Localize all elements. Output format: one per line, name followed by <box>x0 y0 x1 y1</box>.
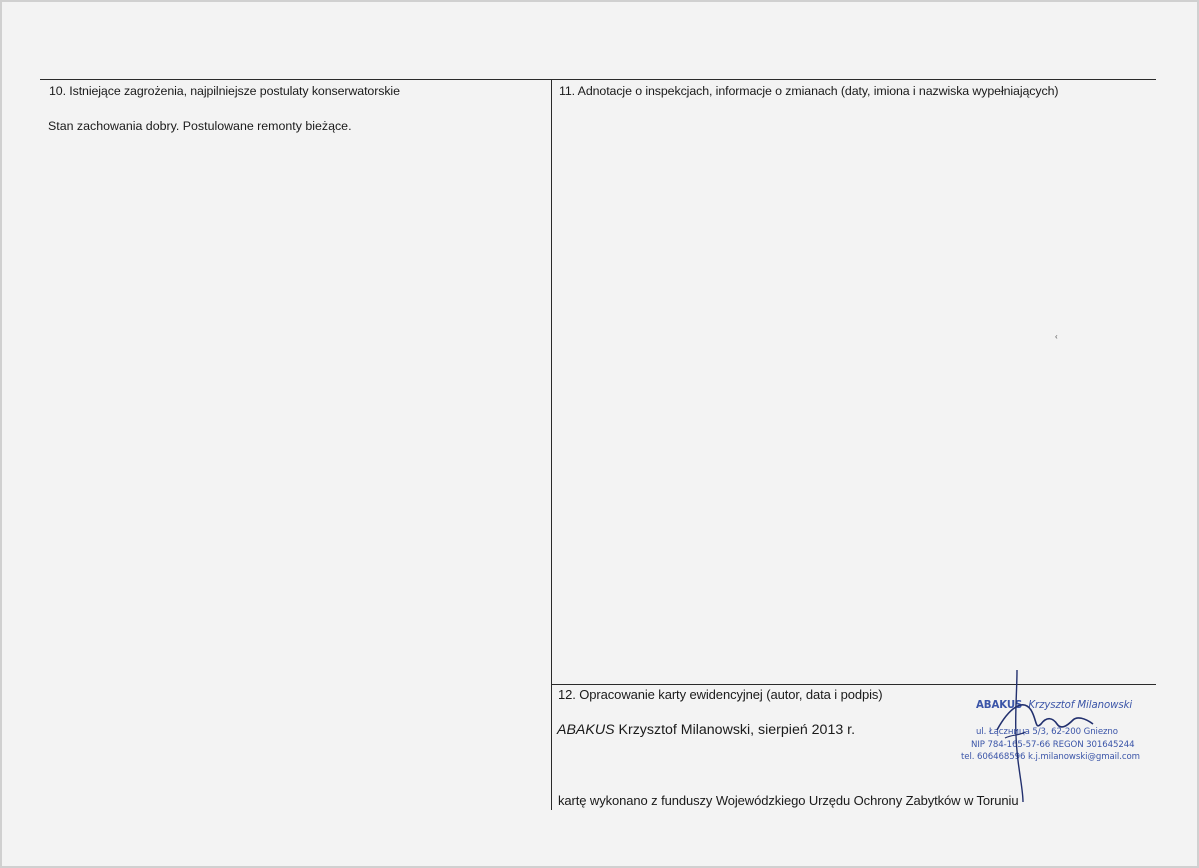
stamp-ids: NIP 784-165-57-66 REGON 301645244 <box>971 740 1135 750</box>
section10-content: Stan zachowania dobry. Postulowane remonty bieżące. <box>48 119 352 133</box>
author-company: ABAKUS <box>557 722 615 738</box>
stamp-address: ul. Łączница 5/3, 62-200 Gniezno <box>976 727 1118 737</box>
column-divider <box>551 79 552 810</box>
top-rule <box>40 79 1156 80</box>
section12-heading: 12. Opracowanie karty ewidencyjnej (autor, data i podpis) <box>558 687 883 702</box>
section10-heading: 10. Istniejące zagrożenia, najpilniejsze postulaty konserwatorskie <box>49 84 400 98</box>
handwritten-signature <box>995 668 1115 803</box>
author-details: Krzysztof Milanowski, sierpień 2013 r. <box>614 722 856 738</box>
funding-note: kartę wykonano z funduszy Wojewódzkiego Urzędu Ochrony Zabytków w Toruniu <box>558 793 1019 808</box>
scan-speck: ‹ <box>1055 332 1058 341</box>
stamp-name: Krzysztof Milanowski <box>1028 700 1133 711</box>
section11-heading: 11. Adnotacje o inspekcjach, informacje o zmianach (daty, imiona i nazwiska wypełniających) <box>559 84 1059 98</box>
author-line <box>557 722 855 738</box>
stamp-contact: tel. 606468596 k.j.milanowski@gmail.com <box>961 752 1140 762</box>
stamp-company: ABAKUS <box>976 700 1023 711</box>
